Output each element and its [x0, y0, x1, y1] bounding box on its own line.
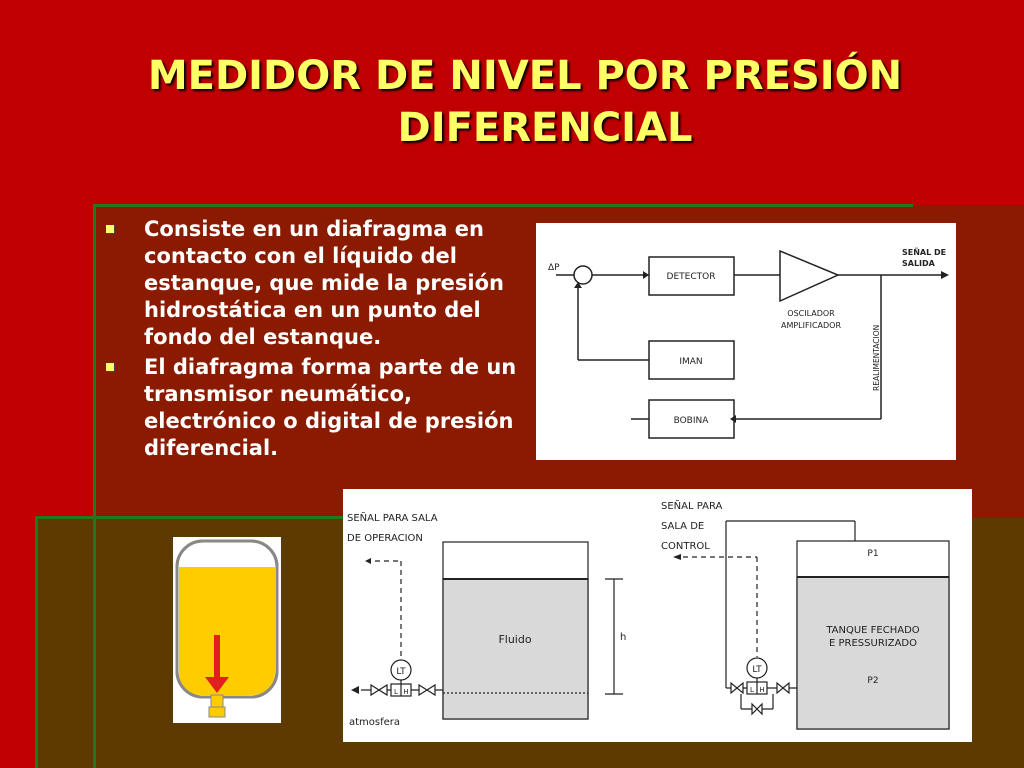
high-port-label: H [403, 688, 409, 696]
divider-line [93, 206, 96, 768]
feedback-label: REALIMENTACION [872, 324, 881, 391]
iman-label: IMAN [679, 357, 703, 367]
bullet-square-icon [106, 225, 114, 233]
p2-label: P2 [867, 676, 879, 686]
p1-label: P1 [867, 549, 879, 559]
low-port-label: L [750, 686, 754, 694]
output-label: SALIDA [902, 259, 935, 268]
bullet-text: Consiste en un diafragma en contacto con el líquido del estanque, que mide la presión hidrostática en un punto del fondo del estanque. [144, 217, 505, 349]
fluid-label: Fluido [498, 633, 532, 646]
transmitter-label: LT [396, 667, 406, 677]
amplifier-label: OSCILADOR [787, 309, 835, 318]
divider-line [35, 518, 38, 768]
closed-tank-label: E PRESSURIZADO [829, 638, 917, 649]
slide-title [60, 50, 990, 154]
open-signal-label: DE OPERACION [347, 533, 423, 544]
atmosphere-label: atmosfera [349, 717, 401, 728]
block-diagram [536, 223, 956, 460]
closed-signal-label: SALA DE [661, 521, 705, 532]
low-port-label: L [394, 688, 398, 696]
tank-illustration [173, 537, 281, 723]
bullet-item [106, 354, 518, 462]
slide-title-line2: DIFERENCIAL [397, 105, 693, 151]
slide-title-line1: MEDIDOR DE NIVEL POR PRESIÓN [147, 53, 903, 99]
bullet-text: El diafragma forma parte de un transmisor neumático, electrónico o digital de presión diferencial. [144, 355, 517, 460]
divider-line [93, 204, 913, 207]
closed-signal-label: SEÑAL PARA [661, 501, 723, 512]
amplifier-label: AMPLIFICADOR [780, 321, 842, 330]
input-label: ΔP [548, 263, 560, 273]
divider-line [35, 516, 345, 519]
open-signal-label: SEÑAL PARA SALA [347, 513, 438, 524]
transmitter-label: LT [752, 665, 762, 675]
bobina-label: BOBINA [673, 416, 709, 426]
closed-signal-label: CONTROL [661, 541, 710, 552]
bullet-item [106, 216, 518, 351]
bullet-list [106, 216, 518, 465]
bullet-square-icon [106, 363, 114, 371]
level-measurement-diagram [343, 489, 972, 742]
height-label: h [620, 632, 627, 643]
closed-tank-label: TANQUE FECHADO [826, 625, 920, 636]
high-port-label: H [759, 686, 765, 694]
output-label: SEÑAL DE [902, 248, 947, 257]
detector-label: DETECTOR [666, 272, 716, 282]
